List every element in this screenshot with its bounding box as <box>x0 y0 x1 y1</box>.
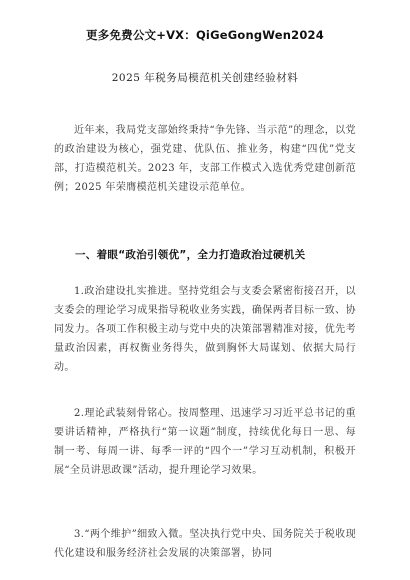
section-heading: 一、着眼“政治引领优”，全力打造政治过硬机关 <box>75 249 306 261</box>
paragraph-1: 1.政治建设扎实推进。坚持党组会与支委会紧密衔接召开，以支委会的理论学习成果指导税收业务实践，确保两者目标一致、协同发力。各项工作积极主动与党中央的决策部署精准对接，优先考量政治因素，再权衡业务得失，做到胸怀大局谋划、依据大局行动。 <box>54 286 356 373</box>
intro-paragraph: 近年来，我局党支部始终秉持“争先锋、当示范”的理念，以党的政治建设为核心，强党建、优队伍、推业务，构建“四优”党支部，打造模范机关。2023 年，支部工作模式入选优秀党建创新范例；2025 年荣膺模范机关建设示范单位。 <box>54 125 356 193</box>
promo-banner: 更多免费公文+VX：QiGeGongWen2024 <box>86 28 324 42</box>
document-title: 2025 年税务局模范机关创建经验材料 <box>111 72 299 84</box>
paragraph-2: 2.理论武装刻骨铭心。按周整理、迅速学习习近平总书记的重要讲话精神，严格执行“第一议题”制度，持续优化每日一思、每制一考、每周一讲、每季一评的“四个一”学习互动机制，积极开展“全员讲思政课”活动，提升理论学习效果。 <box>54 408 356 476</box>
paragraph-3: 3.“两个维护”细致入微。坚决执行党中央、国务院关于税收现代化建设和服务经济社会发展的决策部署，协同 <box>54 529 356 559</box>
